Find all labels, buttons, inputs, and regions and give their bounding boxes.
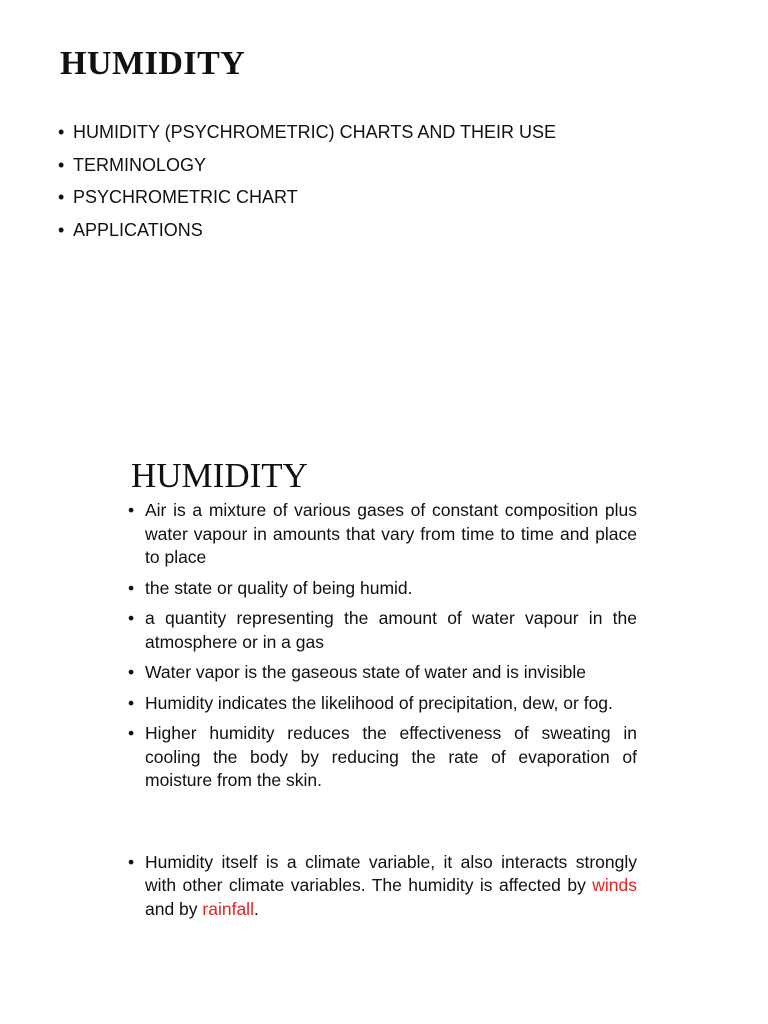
slide-2-title: HUMIDITY bbox=[131, 456, 308, 495]
slide-2-content-list bbox=[128, 499, 637, 928]
slide-1-outline-list bbox=[58, 116, 556, 246]
outline-item: • APPLICATIONS bbox=[58, 214, 556, 247]
slide-1-title: HUMIDITY bbox=[60, 45, 246, 82]
content-bullet: • a quantity representing the amount of water vapour in the atmosphere or in a gas bbox=[128, 607, 637, 654]
climate-text-middle: and by bbox=[145, 898, 203, 919]
outline-item: • PSYCHROMETRIC CHART bbox=[58, 181, 556, 214]
slide-1 bbox=[0, 0, 768, 400]
outline-item: • HUMIDITY (PSYCHROMETRIC) CHARTS AND THEIR USE bbox=[58, 116, 556, 149]
content-bullet: • Higher humidity reduces the effectiveness of sweating in cooling the body by reducing the rate of evaporation of moisture from the skin. bbox=[128, 722, 637, 793]
content-bullet: • Water vapor is the gaseous state of water and is invisible bbox=[128, 661, 637, 685]
content-bullet: • Humidity indicates the likelihood of precipitation, dew, or fog. bbox=[128, 692, 637, 716]
content-bullet-climate bbox=[128, 851, 637, 922]
climate-text-start: Humidity itself is a climate variable, it also interacts strongly with other climate variables. The humidity is affected by bbox=[145, 851, 637, 895]
slide-2 bbox=[0, 400, 768, 1024]
outline-item: • TERMINOLOGY bbox=[58, 149, 556, 182]
climate-text-end: . bbox=[253, 898, 259, 919]
highlight-rainfall: rainfall bbox=[202, 898, 254, 919]
highlight-winds: winds bbox=[592, 875, 637, 895]
content-bullet: • the state or quality of being humid. bbox=[128, 577, 637, 601]
content-bullet: • Air is a mixture of various gases of constant composition plus water vapour in amounts that vary from time to time and place to place bbox=[128, 499, 637, 570]
